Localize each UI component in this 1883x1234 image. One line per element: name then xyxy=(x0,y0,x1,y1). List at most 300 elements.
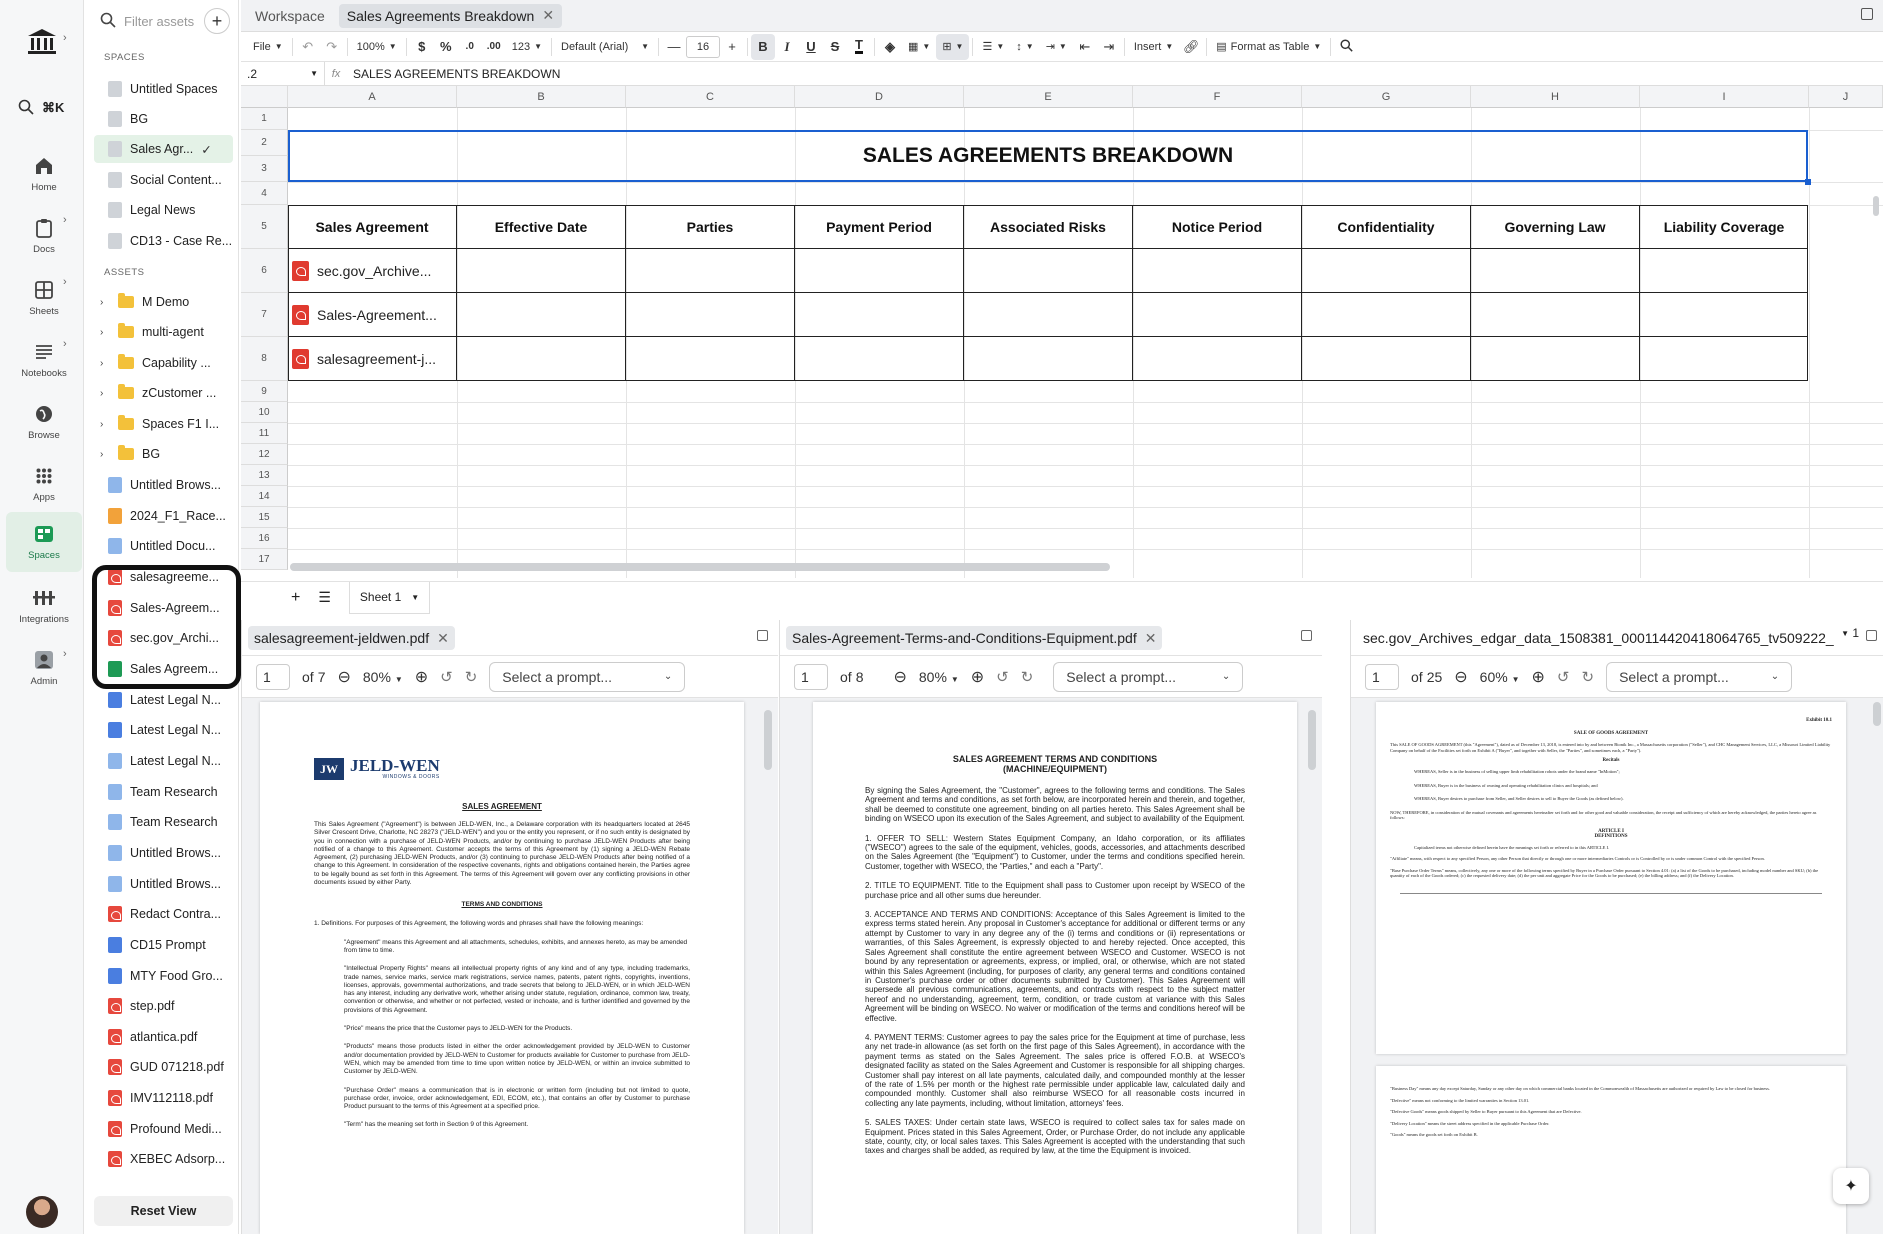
asset-item[interactable] xyxy=(94,716,233,744)
asset-item[interactable] xyxy=(94,1053,233,1081)
section-heading: Recitals xyxy=(1602,758,1620,763)
table-cell[interactable] xyxy=(1302,293,1471,337)
expand-arrow-icon[interactable]: › xyxy=(100,296,104,308)
doc-paragraph: This Sales Agreement ("Agreement") is between JELD-WEN, Inc., a Delaware corporation with its headquarters located at 2645 Silver Crescent Drive, Charlotte, NC 28273 ("JELD-WEN") and you or the entity you represent, or if no such entity is designated by you in connection with a purchase of JELD-WEN Products, and/or by continuing to purchase JELD-WEN Products after being notified of a change to this Agreement. Customer accepts the terms of this Agreement by (1) signing a JELD-WEN Rebate Agreement, (2) purchasing JELD-WEN Products, and/or (3) continuing to purchase JELD-WEN Products after being notified of a change to this Agreement. In consideration of the respective covenants, rights and obligations contained herein, the Parties agree to be legally bound as set forth in this Agreement. The terms of this Agreement will govern over any conflicting provisions in other documents issued by either Party. xyxy=(314,821,690,887)
table-cell-agreement[interactable] xyxy=(288,337,457,381)
font-size-input[interactable]: 16 xyxy=(686,36,720,58)
user-avatar[interactable] xyxy=(26,1196,58,1228)
asset-label: multi-agent xyxy=(142,325,204,339)
table-header[interactable]: Payment Period xyxy=(795,205,964,249)
table-header[interactable]: Effective Date xyxy=(457,205,626,249)
asset-item[interactable] xyxy=(94,870,233,898)
table-cell[interactable] xyxy=(1133,249,1302,293)
row-header[interactable]: 16 xyxy=(241,528,288,549)
italic-button[interactable] xyxy=(775,34,799,60)
link-button[interactable] xyxy=(1179,34,1203,60)
pdf-tab[interactable] xyxy=(248,626,455,650)
sheet-tab-label: Sheet 1 xyxy=(359,590,402,604)
pdf-file-icon xyxy=(108,906,122,922)
pdf-scrollbar[interactable] xyxy=(764,710,772,770)
table-cell[interactable] xyxy=(964,337,1133,381)
table-header[interactable]: Parties xyxy=(626,205,795,249)
space-item-selected[interactable] xyxy=(94,135,233,163)
asset-item[interactable] xyxy=(94,808,233,836)
column-header[interactable]: H xyxy=(1471,86,1640,108)
zoom-out-icon[interactable]: ⊖ xyxy=(1454,668,1468,686)
asset-label: BG xyxy=(142,447,161,461)
grid-line xyxy=(288,528,1883,529)
prompt-select[interactable] xyxy=(1053,662,1243,692)
increase-decimal-button[interactable]: .00 xyxy=(486,41,501,52)
decrease-decimal-button[interactable]: .0 xyxy=(465,41,474,52)
folder-icon xyxy=(118,296,134,308)
insert-menu[interactable] xyxy=(1128,34,1179,60)
table-cell[interactable] xyxy=(1471,249,1640,293)
agreement-name: salesagreement-j... xyxy=(317,351,437,367)
table-cell[interactable] xyxy=(1133,337,1302,381)
cell-ref-value: .2 xyxy=(247,66,258,81)
page-total: 8 xyxy=(855,668,864,685)
increase-indent-button[interactable] xyxy=(1097,34,1121,60)
table-cell[interactable] xyxy=(626,293,795,337)
table-header[interactable]: Governing Law xyxy=(1471,205,1640,249)
divider xyxy=(658,38,659,56)
table-icon: ▤ xyxy=(1216,41,1227,53)
doc-file-icon xyxy=(108,722,122,738)
caret-down-icon: ▼ xyxy=(310,69,318,78)
rail-label: Home xyxy=(31,182,57,193)
zoom-in-icon[interactable]: ⊕ xyxy=(1531,668,1545,686)
column-header[interactable]: E xyxy=(964,86,1133,108)
rotate-right-icon[interactable]: ↻ xyxy=(464,668,478,686)
space-label: BG xyxy=(130,112,149,126)
doc-paragraph: Capitalized terms not otherwise defined herein have the meanings set forth or referred to in this ARTICLE I. xyxy=(1414,844,1610,850)
article-subheading: DEFINITIONS xyxy=(1594,833,1628,839)
asset-item[interactable] xyxy=(94,962,233,990)
divider xyxy=(874,38,875,56)
file-menu[interactable] xyxy=(247,34,289,60)
globe-icon xyxy=(33,403,55,425)
borders-button[interactable] xyxy=(902,34,936,60)
page-of-label: of xyxy=(302,668,314,685)
pdf-page xyxy=(260,702,744,1234)
asset-item[interactable] xyxy=(94,1115,233,1143)
column-header[interactable]: A xyxy=(288,86,457,108)
asset-folder[interactable] xyxy=(94,379,233,407)
close-icon[interactable]: ✕ xyxy=(437,629,449,646)
rotate-left-icon[interactable]: ↺ xyxy=(1556,668,1570,686)
divider xyxy=(747,38,748,56)
asset-folder[interactable] xyxy=(94,349,233,377)
doc-file-icon xyxy=(108,538,122,554)
italic-icon: I xyxy=(784,38,790,54)
column-header[interactable]: G xyxy=(1302,86,1471,108)
table-cell[interactable] xyxy=(964,249,1133,293)
table-cell[interactable] xyxy=(1471,293,1640,337)
table-cell[interactable] xyxy=(457,249,626,293)
row-header[interactable]: 13 xyxy=(241,465,288,486)
browser-file-icon xyxy=(108,477,122,493)
sheet-list-icon[interactable]: ☰ xyxy=(318,589,331,605)
zoom-select[interactable] xyxy=(1480,669,1520,685)
reset-view-button[interactable]: Reset View xyxy=(94,1196,233,1226)
tab-label: Sales Agreements Breakdown xyxy=(346,7,535,24)
format-as-table-button[interactable] xyxy=(1210,34,1327,60)
asset-label: Latest Legal N... xyxy=(130,693,222,707)
table-cell-agreement[interactable] xyxy=(288,249,457,293)
cell-reference-input[interactable] xyxy=(241,62,325,86)
zoom-select[interactable] xyxy=(919,669,959,685)
divider xyxy=(292,38,293,56)
rotate-right-icon[interactable]: ↻ xyxy=(1581,668,1595,686)
text-color-button[interactable] xyxy=(847,34,871,60)
rail-apps[interactable] xyxy=(6,456,82,512)
search-icon xyxy=(18,99,34,118)
search-icon xyxy=(1340,39,1353,55)
space-item[interactable] xyxy=(94,227,233,255)
zoom-select[interactable] xyxy=(363,669,403,685)
grid-line xyxy=(288,182,1883,183)
pdf-icon xyxy=(292,349,309,369)
table-cell[interactable] xyxy=(1640,249,1808,293)
zoom-out-icon[interactable]: ⊖ xyxy=(893,668,907,686)
table-header[interactable]: Sales Agreement xyxy=(288,205,457,249)
pdf-page xyxy=(813,702,1297,1234)
zoom-in-icon[interactable]: ⊕ xyxy=(970,668,985,686)
doc-paragraph: "Base Purchase Order Terms" means, collectively, any one or more of the following terms specified by Buyer in a Purchase Order pursuant to Section 4.01: (a) a list of the Goods to be purchased, including model number and SKU; (b) the quantity of each of the Goods ordered; (c) the requested delivery date; (d) the per unit and aggregate Price for the Goods to be purchased; (e) the billing address; and (f) the Delivery Location. xyxy=(1390,867,1819,878)
search-icon xyxy=(100,12,116,31)
select-all-corner[interactable] xyxy=(241,86,288,108)
table-header[interactable]: Associated Risks xyxy=(964,205,1133,249)
window-maximize-icon[interactable] xyxy=(1861,8,1873,20)
browser-file-icon xyxy=(108,784,122,800)
space-item[interactable] xyxy=(94,166,233,194)
sheet-title-cell[interactable]: SALES AGREEMENTS BREAKDOWN xyxy=(288,130,1808,182)
prompt-select[interactable] xyxy=(489,662,685,692)
column-header[interactable]: B xyxy=(457,86,626,108)
doc-paragraph: By signing the Sales Agreement, the "Customer", agrees to the following terms and conditions. The Sales Agreement and terms and conditions, as set forth below, are incorporated herein and therein, and together, shall be deemed to constitute one agreement, binding on all parties hereto. This Sales Agreement shall be binding on WSECO upon its execution of the Sales Agreement, and subject to availability of the Equipment. xyxy=(865,786,1245,824)
align-center-icon: ☰ xyxy=(982,41,993,53)
asset-item[interactable] xyxy=(94,1145,233,1173)
section-heading: TERMS AND CONDITIONS xyxy=(461,901,543,909)
table-cell[interactable] xyxy=(1640,293,1808,337)
row-header[interactable]: 2 xyxy=(241,130,288,156)
ai-assistant-button[interactable] xyxy=(1833,1168,1869,1204)
split-count: 1 xyxy=(1852,626,1859,640)
pdf-file-icon xyxy=(108,1029,122,1045)
bold-icon: B xyxy=(758,39,768,54)
rail-docs[interactable] xyxy=(6,208,82,264)
row-header[interactable]: 9 xyxy=(241,381,288,402)
sheet-tab[interactable] xyxy=(349,582,430,614)
space-file-icon xyxy=(108,233,122,249)
horizontal-align-button[interactable] xyxy=(976,34,1010,60)
asset-label: salesagreeme... xyxy=(130,570,219,584)
row-header[interactable]: 4 xyxy=(241,182,288,205)
browser-file-icon xyxy=(108,876,122,892)
outdent-icon: ⇤ xyxy=(1079,38,1091,54)
doc-paragraph: "Business Day" means any day except Saturday, Sunday or any other day on which commercial banks located in the Commonwealth of Massachusetts are authorized or required by Law to be closed for business. xyxy=(1390,1086,1771,1091)
chevron-right-icon[interactable]: › xyxy=(63,214,67,226)
divider xyxy=(347,38,348,56)
asset-item[interactable] xyxy=(94,992,233,1020)
table-cell[interactable] xyxy=(795,337,964,381)
home-icon xyxy=(33,155,55,177)
font-size-increase-button[interactable] xyxy=(720,34,744,60)
expand-pane-icon[interactable] xyxy=(757,630,768,641)
asset-item[interactable] xyxy=(94,1084,233,1112)
merge-cells-button[interactable] xyxy=(936,34,969,60)
rail-label: Docs xyxy=(33,244,55,255)
asset-label: Redact Contra... xyxy=(130,907,222,921)
table-cell[interactable] xyxy=(457,293,626,337)
pdf-controls xyxy=(780,656,1322,698)
table-cell[interactable] xyxy=(1471,337,1640,381)
close-icon[interactable]: ✕ xyxy=(542,7,555,23)
expand-arrow-icon[interactable]: › xyxy=(100,448,104,460)
fx-icon: fx xyxy=(331,67,341,80)
asset-item[interactable] xyxy=(94,931,233,959)
rail-browse[interactable] xyxy=(6,394,82,450)
expand-arrow-icon[interactable]: › xyxy=(100,357,104,369)
tab-sales-agreements-breakdown[interactable] xyxy=(339,4,562,28)
row-header[interactable]: 3 xyxy=(241,156,288,182)
rail-spaces[interactable] xyxy=(6,512,82,572)
redo-button[interactable] xyxy=(320,34,344,60)
page-number-input[interactable]: 1 xyxy=(1365,664,1399,690)
asset-label: Latest Legal N... xyxy=(130,754,222,768)
pdf-file-icon xyxy=(108,1151,122,1167)
add-asset-button[interactable] xyxy=(204,8,230,34)
asset-item[interactable] xyxy=(94,778,233,806)
percent-format-button[interactable]: % xyxy=(439,39,452,54)
number-format-select[interactable] xyxy=(506,34,548,60)
table-header[interactable]: Notice Period xyxy=(1133,205,1302,249)
space-file-icon xyxy=(108,81,122,97)
global-search-button[interactable] xyxy=(10,96,74,120)
asset-folder[interactable] xyxy=(94,288,233,316)
grid-icon xyxy=(33,279,55,301)
doc-paragraph: NOW, THEREFORE, in consideration of the mutual covenants and agreements hereinafter set forth and for other good and valuable consideration, the receipt and sufficiency of which are hereby acknowledged, the parties hereto agree as follows: xyxy=(1390,809,1817,820)
expand-arrow-icon[interactable]: › xyxy=(100,418,104,430)
table-header[interactable]: Confidentiality xyxy=(1302,205,1471,249)
pdf-tab[interactable] xyxy=(1357,626,1837,650)
table-cell-agreement[interactable] xyxy=(288,293,457,337)
divider xyxy=(1206,38,1207,56)
column-header[interactable]: I xyxy=(1640,86,1809,108)
rail-admin[interactable] xyxy=(6,640,82,696)
underline-button[interactable] xyxy=(799,34,823,60)
chevron-right-icon[interactable]: › xyxy=(63,338,67,350)
zoom-out-icon[interactable]: ⊖ xyxy=(337,668,351,686)
rotate-left-icon[interactable]: ↺ xyxy=(996,668,1009,686)
column-header[interactable]: J xyxy=(1809,86,1883,108)
expand-arrow-icon[interactable]: › xyxy=(100,326,104,338)
bold-button[interactable] xyxy=(751,34,775,60)
rail-sheets[interactable] xyxy=(6,270,82,326)
tab-workspace[interactable] xyxy=(247,4,333,28)
caret-down-icon: ▼ xyxy=(922,42,931,51)
grid-line xyxy=(288,423,1883,424)
pdf-scrollbar[interactable] xyxy=(1308,710,1316,770)
space-file-icon xyxy=(108,111,122,127)
caret-down-icon: ▼ xyxy=(996,42,1005,51)
asset-item[interactable] xyxy=(94,686,233,714)
font-family-select[interactable] xyxy=(555,34,655,60)
table-cell[interactable] xyxy=(1133,293,1302,337)
column-header[interactable]: D xyxy=(795,86,964,108)
page-number-input[interactable]: 1 xyxy=(794,664,828,690)
prompt-select[interactable] xyxy=(1606,662,1792,692)
doc-paragraph: "Products" means those products listed in either the order acknowledgement provided by JELD-WEN to Customer and/or documentation provided by JELD-WEN to Customer for products available for Customer to purchase from JELD-WEN, which may be amended from time to time upon written notice by JELD-WEN, or within an invoice submitted to Customer by JELD-WEN. xyxy=(344,1043,690,1076)
asset-label: XEBEC Adsorp... xyxy=(130,1152,226,1166)
row-header[interactable]: 17 xyxy=(241,549,288,570)
doc-title: SALES AGREEMENT xyxy=(462,802,542,811)
caret-down-icon: ▼ xyxy=(394,674,403,684)
expand-pane-icon[interactable] xyxy=(1866,630,1877,641)
table-cell[interactable] xyxy=(795,293,964,337)
table-cell[interactable] xyxy=(626,249,795,293)
table-cell[interactable] xyxy=(1302,337,1471,381)
article-heading: ARTICLE I xyxy=(1598,828,1624,834)
pdf-file-icon xyxy=(108,1121,122,1137)
agreement-name: sec.gov_Archive... xyxy=(317,262,432,279)
grid-line xyxy=(288,549,1883,550)
rail-notebooks[interactable] xyxy=(6,332,82,388)
caret-down-icon: ▼ xyxy=(534,42,542,51)
folder-icon xyxy=(118,326,134,338)
doc-title: SALE OF GOODS AGREEMENT xyxy=(1573,731,1649,736)
space-label: Social Content... xyxy=(130,173,222,187)
space-item[interactable] xyxy=(94,105,233,133)
strikethrough-button[interactable] xyxy=(823,34,847,60)
asset-folder[interactable] xyxy=(94,440,233,468)
bank-logo-icon[interactable] xyxy=(26,28,58,56)
chevron-right-icon[interactable]: › xyxy=(63,276,67,288)
rotate-left-icon[interactable]: ↺ xyxy=(440,668,453,686)
chevron-right-icon[interactable]: › xyxy=(63,648,67,660)
row-header[interactable]: 1 xyxy=(241,108,288,130)
decrease-indent-button[interactable] xyxy=(1073,34,1097,60)
rail-integrations[interactable] xyxy=(6,578,82,634)
underline-icon: U xyxy=(806,39,816,54)
table-cell[interactable] xyxy=(626,337,795,381)
find-button[interactable] xyxy=(1334,34,1358,60)
table-cell[interactable] xyxy=(1302,249,1471,293)
space-item[interactable] xyxy=(94,196,233,224)
zoom-select[interactable] xyxy=(351,34,403,60)
font-size-decrease-button[interactable] xyxy=(662,34,686,60)
row-header[interactable]: 11 xyxy=(241,423,288,444)
column-header[interactable]: C xyxy=(626,86,795,108)
vertical-align-button[interactable] xyxy=(1010,34,1039,60)
strikethrough-icon: S xyxy=(830,39,840,54)
expand-arrow-icon[interactable]: › xyxy=(100,387,104,399)
row-header[interactable]: 6 xyxy=(241,249,288,293)
page-number-input[interactable]: 1 xyxy=(256,664,290,690)
pdf-scrollbar[interactable] xyxy=(1873,702,1881,726)
pdf-tab[interactable] xyxy=(786,626,1162,650)
close-icon[interactable]: ✕ xyxy=(1144,629,1157,646)
space-item[interactable] xyxy=(94,75,233,103)
table-cell[interactable] xyxy=(795,249,964,293)
expand-pane-icon[interactable] xyxy=(1301,630,1312,641)
spreadsheet-grid[interactable] xyxy=(241,86,1883,577)
pdf-viewer-pane xyxy=(1350,620,1883,1234)
horizontal-scrollbar[interactable] xyxy=(290,563,1110,571)
vertical-scrollbar[interactable] xyxy=(1873,196,1879,216)
caret-down-icon: ▼ xyxy=(955,42,964,51)
page-of-label: of xyxy=(840,668,852,685)
tab-bar xyxy=(241,0,1883,32)
column-header[interactable]: F xyxy=(1133,86,1302,108)
spaces-heading: SPACES xyxy=(104,52,145,63)
link-icon: 🔗︎ xyxy=(1183,38,1200,54)
expand-rail-chevron-icon[interactable]: › xyxy=(63,32,67,44)
row-header[interactable]: 7 xyxy=(241,293,288,337)
asset-folder[interactable] xyxy=(94,318,233,346)
tab-dropdown-caret-icon[interactable]: ▼ xyxy=(1841,629,1849,638)
divider xyxy=(406,38,407,56)
row-header[interactable]: 8 xyxy=(241,337,288,381)
formula-input[interactable]: SALES AGREEMENTS BREAKDOWN xyxy=(353,66,561,81)
pdf-tab-label: salesagreement-jeldwen.pdf xyxy=(254,630,430,646)
clipboard-icon xyxy=(33,217,55,239)
pdf-icon xyxy=(292,305,309,325)
pdf-pane-header xyxy=(1351,620,1883,656)
prompt-placeholder: Select a prompt... xyxy=(502,668,613,685)
asset-item[interactable] xyxy=(94,900,233,928)
pdf-file-icon xyxy=(108,998,122,1014)
asset-item[interactable] xyxy=(94,839,233,867)
asset-item[interactable] xyxy=(94,747,233,775)
text-wrap-button[interactable] xyxy=(1040,34,1073,60)
doc-paragraph: WHEREAS, Seller is in the business of selling upper limb rehabilitation robots under the brand name "InMotion"; xyxy=(1414,769,1620,774)
doc-paragraph: "Delivery Location" means the street address specified in the applicable Purchase Order. xyxy=(1390,1120,1550,1126)
asset-item[interactable] xyxy=(94,532,233,560)
space-file-icon xyxy=(108,141,122,157)
asset-item[interactable] xyxy=(94,1023,233,1051)
currency-format-button[interactable]: $ xyxy=(418,39,426,54)
asset-label: Spaces F1 I... xyxy=(142,417,220,431)
table-cell[interactable] xyxy=(964,293,1133,337)
rotate-right-icon[interactable]: ↻ xyxy=(1020,668,1034,686)
prompt-placeholder: Select a prompt... xyxy=(1066,668,1177,685)
page-of-label: of xyxy=(1411,668,1423,685)
asset-folder[interactable] xyxy=(94,410,233,438)
fill-color-button[interactable] xyxy=(878,34,902,60)
asset-item[interactable] xyxy=(94,471,233,499)
doc-paragraph: "Defective" means not conforming to the limited warranties in Section 13.01. xyxy=(1390,1097,1530,1103)
pdf-tab-label: sec.gov_Archives_edgar_data_1508381_000114420418064765_tv509222_ xyxy=(1363,630,1834,646)
rail-home[interactable] xyxy=(6,146,82,202)
row-header[interactable]: 15 xyxy=(241,507,288,528)
zoom-in-icon[interactable]: ⊕ xyxy=(414,668,429,686)
minus-icon: — xyxy=(667,39,681,54)
undo-button[interactable] xyxy=(296,34,320,60)
caret-down-icon: ▼ xyxy=(388,42,397,51)
row-header[interactable]: 5 xyxy=(241,205,288,249)
rail-label: Sheets xyxy=(29,306,59,317)
row-header[interactable]: 14 xyxy=(241,486,288,507)
pdf-file-icon xyxy=(108,1059,122,1075)
row-header[interactable]: 12 xyxy=(241,444,288,465)
table-header[interactable]: Liability Coverage xyxy=(1640,205,1808,249)
row-header[interactable]: 10 xyxy=(241,402,288,423)
table-cell[interactable] xyxy=(457,337,626,381)
add-sheet-icon[interactable]: + xyxy=(291,588,301,606)
asset-item[interactable] xyxy=(94,502,233,530)
